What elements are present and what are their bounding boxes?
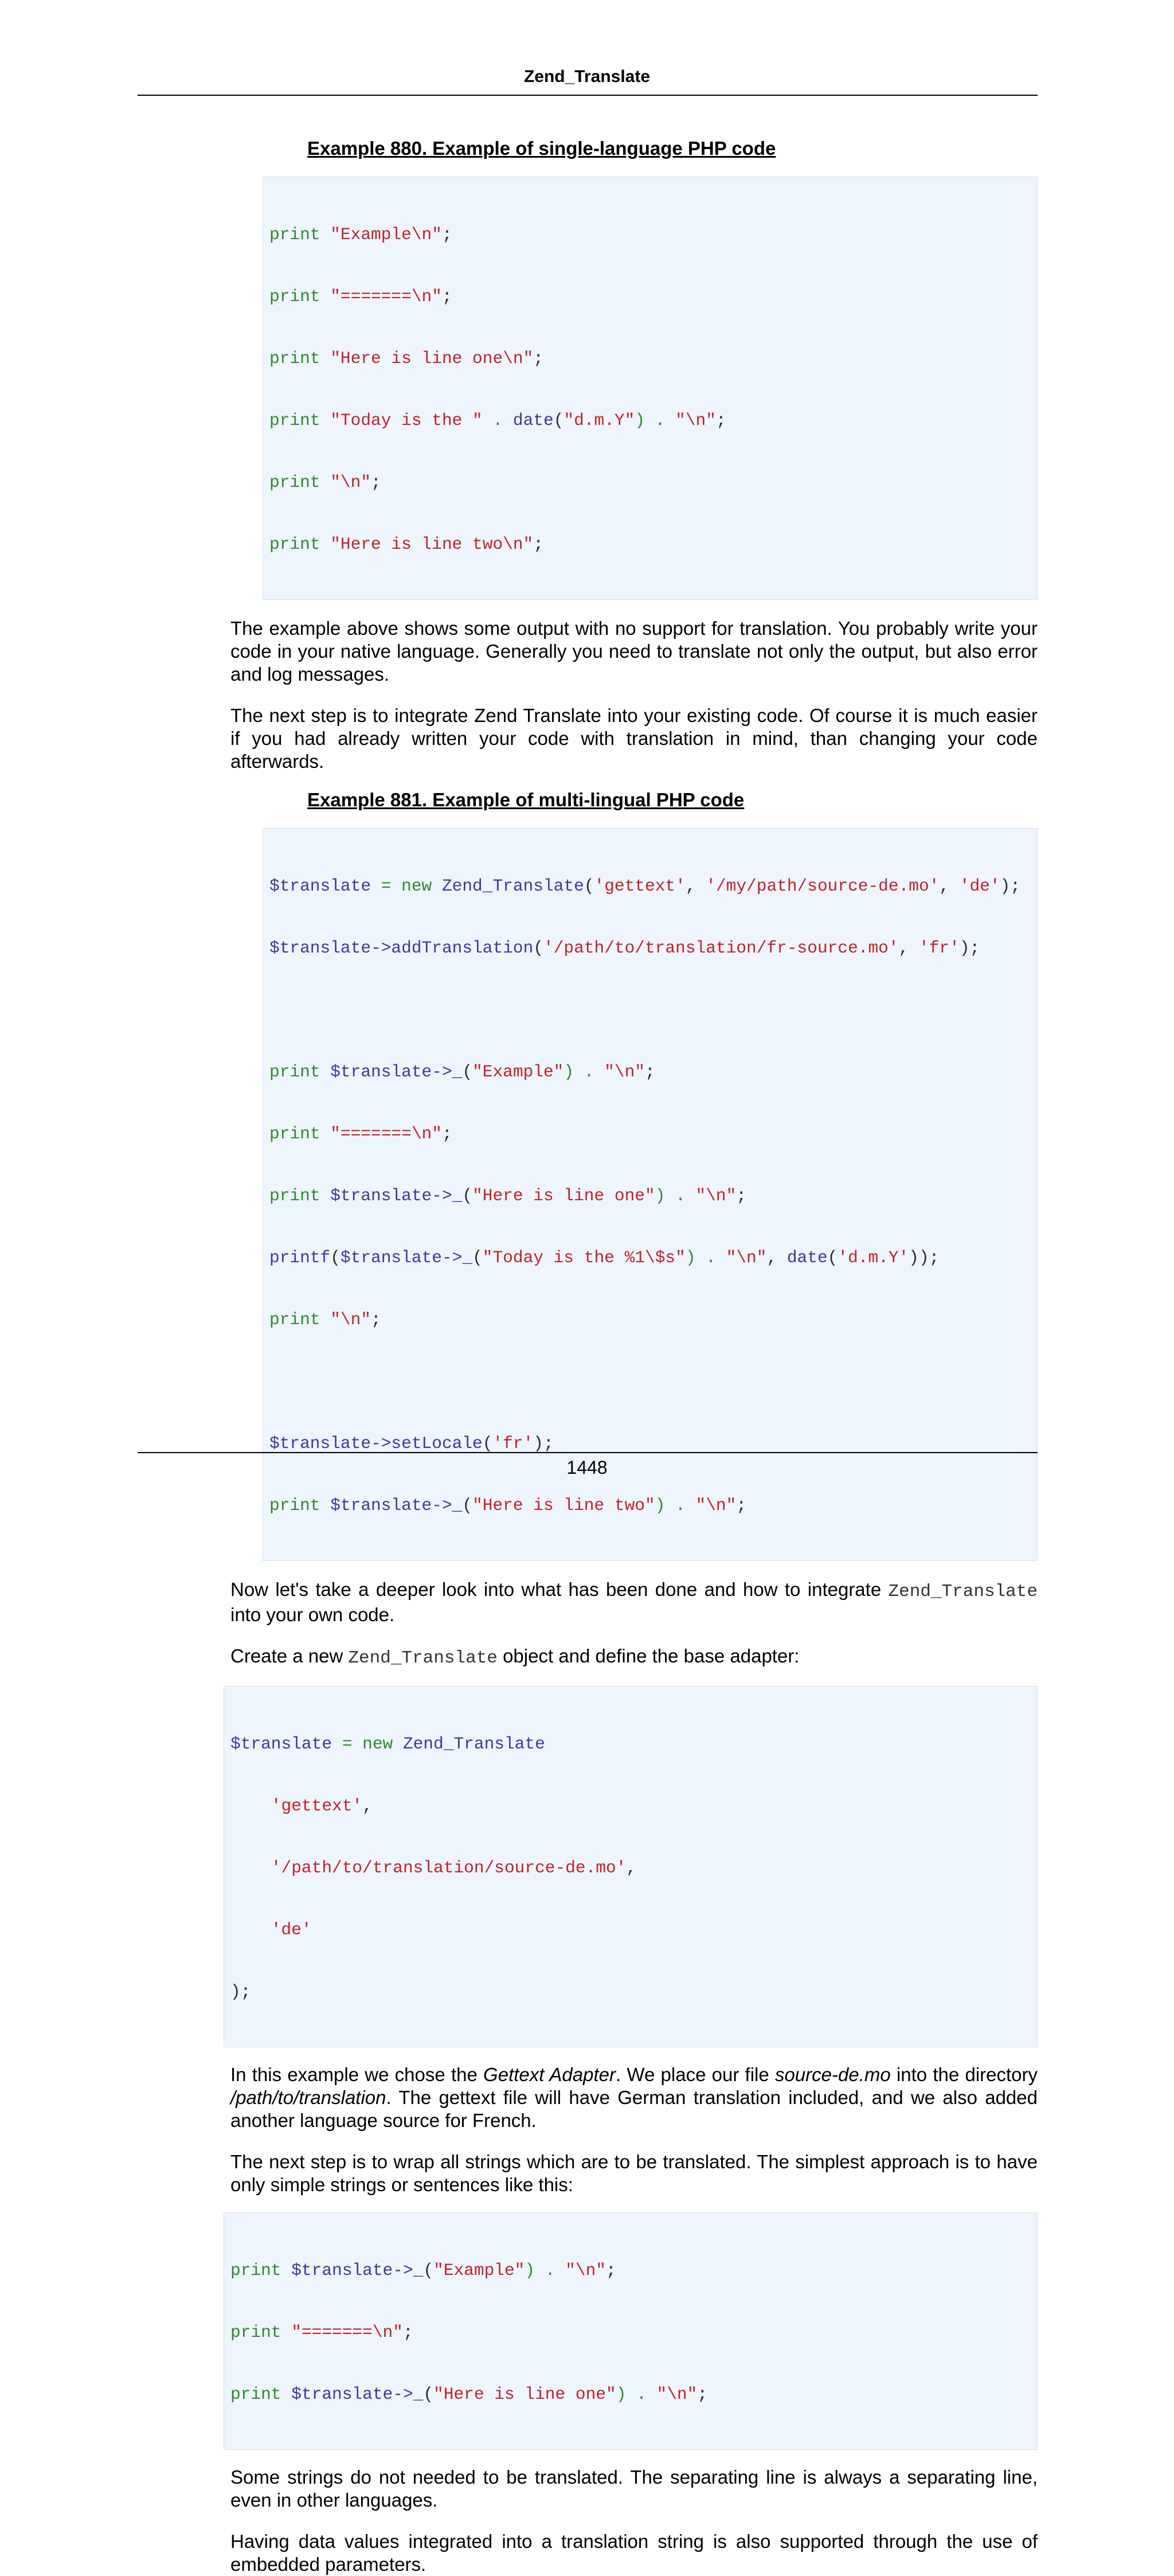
code-line: print "Here is line one\n";	[269, 349, 543, 368]
example-881-title: Example 881. Example of multi-lingual PHP code	[307, 789, 745, 810]
code-line: '/path/to/translation/source-de.mo',	[271, 1858, 637, 1878]
header-rule	[138, 95, 1038, 96]
inline-code: Zend_Translate	[348, 1648, 498, 1668]
paragraph-no-translation: The example above shows some output with no support for translation. You probably write your code in your native language. Generally you need to translate not only the output, but also error and log messages.	[230, 618, 1038, 685]
paragraph-wrap-strings: The next step is to wrap all strings which are to be translated. The simplest approach is to have only simple strings or sentences like this:	[230, 2151, 1038, 2195]
code-line: print $translate->_("Here is line two") . "\n";	[269, 1496, 747, 1515]
paragraph-no-translate-needed: Some strings do not needed to be translated. The separating line is always a separating line, even in other languages.	[230, 2466, 1038, 2511]
code-line: print "Here is line two\n";	[269, 534, 543, 554]
code-line: print $translate->_("Example") . "\n";	[269, 1062, 655, 1082]
page-number: 1448	[566, 1457, 608, 1478]
paragraph-create-new: Create a new Zend_Translate object and define the base adapter:	[230, 1645, 800, 1668]
page-content	[230, 133, 1038, 2576]
paragraph-gettext-adapter: In this example we chose the Gettext Adapter. We place our file source-de.mo into the directory /path/to/translation. The gettext file will have German translation included, and we also added another language source for French.	[230, 2064, 1038, 2131]
code-line: $translate = new Zend_Translate	[230, 1734, 545, 1754]
paragraph-integrate: The next step is to integrate Zend Translate into your existing code. Of course it is much easier if you had already written your code with translation in mind, than changing your code afterwards.	[230, 705, 1038, 772]
code-block-single-language	[263, 177, 1038, 600]
code-block-wrap-strings	[224, 2212, 1038, 2450]
code-line: $translate = new Zend_Translate('gettext', '/my/path/source-de.mo', 'de');	[269, 876, 1021, 896]
paragraph-embedded-params: Having data values integrated into a translation string is also supported through the use of embedded parameters.	[230, 2531, 1038, 2575]
code-line: 'de'	[271, 1920, 312, 1939]
inline-code: Zend_Translate	[888, 1582, 1038, 1602]
page-header: Zend_Translate	[523, 67, 651, 86]
code-line: printf($translate->_("Today is the %1\$s") . "\n", date('d.m.Y'));	[269, 1248, 940, 1267]
paragraph-deeper-look: Now let's take a deeper look into what has been done and how to integrate Zend_Translate into your own code.	[230, 1579, 1038, 1625]
code-line: print "=======\n";	[269, 1124, 452, 1143]
code-line: print "\n";	[269, 473, 381, 492]
code-block-multi-lingual	[263, 828, 1038, 1561]
code-line: print "Example\n";	[269, 225, 452, 244]
example-880-title: Example 880. Example of single-language PHP code	[307, 138, 776, 159]
code-line-blank	[269, 1000, 1031, 1020]
footer-rule	[138, 1452, 1038, 1453]
code-line: print $translate->_("Here is line one") . "\n";	[269, 1186, 747, 1205]
code-line: 'gettext',	[271, 1796, 373, 1816]
code-line-blank	[269, 1371, 1031, 1392]
code-line: );	[230, 1982, 251, 2001]
code-line: print "=======\n";	[269, 287, 452, 306]
code-line: $translate->addTranslation('/path/to/translation/fr-source.mo', 'fr');	[269, 938, 980, 958]
code-line: $translate->setLocale('fr');	[269, 1434, 554, 1453]
code-line: print "\n";	[269, 1310, 381, 1329]
code-block-base-adapter	[224, 1686, 1038, 2047]
code-line: print "Today is the " . date("d.m.Y") . "\n";	[269, 411, 726, 430]
code-line: print "=======\n";	[230, 2323, 413, 2342]
code-line: print $translate->_("Example") . "\n";	[230, 2261, 616, 2280]
code-line: print $translate->_("Here is line one") . "\n";	[230, 2384, 708, 2404]
